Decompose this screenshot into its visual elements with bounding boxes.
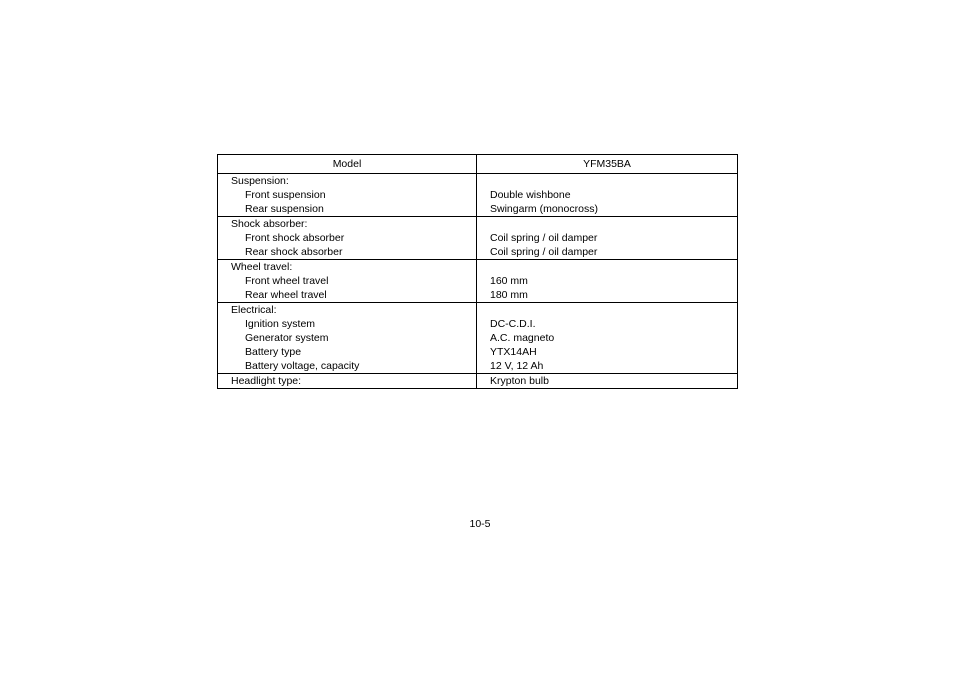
spec-label: Ignition system [245,318,316,330]
spec-label: Battery voltage, capacity [245,360,360,372]
spec-table [217,154,738,389]
table-header-row [218,155,737,174]
group-heading-value [477,303,737,317]
group-heading: Shock absorber: [231,218,308,230]
spec-value: Double wishbone [490,189,571,201]
spec-group-electrical [218,303,737,374]
spec-value: 12 V, 12 Ah [490,360,544,372]
group-heading: Headlight type: [231,375,302,387]
spec-label: Rear shock absorber [245,246,343,258]
spec-value: 160 mm [490,275,528,287]
group-heading-value [477,217,737,231]
spec-value: Krypton bulb [490,375,549,387]
spec-value: DC-C.D.I. [490,318,536,330]
spec-label: Front wheel travel [245,275,329,287]
spec-value: Swingarm (monocross) [490,203,598,215]
group-heading: Suspension: [231,175,289,187]
page-number: 10-5 [469,518,491,530]
header-model-label: Model [218,155,477,173]
group-heading-value [477,174,737,188]
spec-label: Generator system [245,332,329,344]
group-heading-value [477,260,737,274]
spec-group-headlight [218,374,737,388]
spec-label: Rear wheel travel [245,289,327,301]
spec-label: Rear suspension [245,203,324,215]
spec-label: Front shock absorber [245,232,345,244]
spec-group-wheel-travel [218,260,737,303]
header-model-value: YFM35BA [583,158,631,170]
spec-group-shock-absorber [218,217,737,260]
group-heading: Electrical: [231,304,277,316]
group-heading: Wheel travel: [231,261,293,273]
spec-value: A.C. magneto [490,332,555,344]
spec-value: Coil spring / oil damper [490,232,598,244]
spec-label: Battery type [245,346,302,358]
spec-value: 180 mm [490,289,528,301]
spec-value: Coil spring / oil damper [490,246,598,258]
spec-group-suspension [218,174,737,217]
spec-value: YTX14AH [490,346,537,358]
spec-label: Front suspension [245,189,326,201]
